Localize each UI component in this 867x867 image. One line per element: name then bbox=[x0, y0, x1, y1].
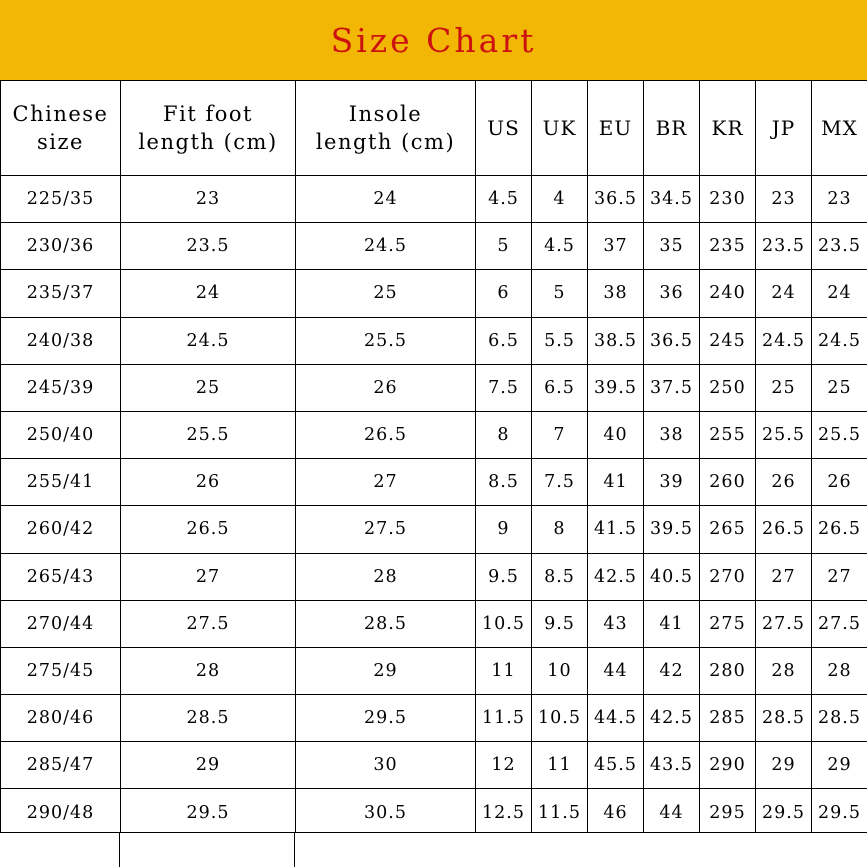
table-cell: 28 bbox=[121, 647, 296, 694]
table-cell: 12 bbox=[476, 742, 532, 789]
table-cell: 23.5 bbox=[756, 223, 812, 270]
table-cell: 26.5 bbox=[812, 506, 867, 553]
table-cell: 37.5 bbox=[644, 364, 700, 411]
table-cell: 225/35 bbox=[1, 176, 121, 223]
table-cell: 27.5 bbox=[296, 506, 476, 553]
table-cell: 41.5 bbox=[588, 506, 644, 553]
table-cell: 11 bbox=[476, 647, 532, 694]
table-cell: 24.5 bbox=[756, 317, 812, 364]
table-cell: 35 bbox=[644, 223, 700, 270]
table-cell: 250/40 bbox=[1, 411, 121, 458]
table-cell: 25.5 bbox=[296, 317, 476, 364]
table-cell: 28 bbox=[756, 647, 812, 694]
table-cell: 39.5 bbox=[644, 506, 700, 553]
table-cell: 26 bbox=[812, 459, 867, 506]
table-cell: 27 bbox=[756, 553, 812, 600]
column-header-eu: EU bbox=[588, 81, 644, 176]
table-cell: 270 bbox=[700, 553, 756, 600]
table-cell: 29.5 bbox=[812, 789, 867, 836]
table-cell: 8 bbox=[476, 411, 532, 458]
table-cell: 28.5 bbox=[296, 600, 476, 647]
table-cell: 23 bbox=[756, 176, 812, 223]
table-cell: 285 bbox=[700, 695, 756, 742]
table-cell: 27.5 bbox=[812, 600, 867, 647]
table-cell: 10 bbox=[532, 647, 588, 694]
table-cell: 260 bbox=[700, 459, 756, 506]
table-row bbox=[1, 223, 867, 270]
table-cell: 38.5 bbox=[588, 317, 644, 364]
table-cell: 270/44 bbox=[1, 600, 121, 647]
table-cell: 36.5 bbox=[588, 176, 644, 223]
table-cell: 245 bbox=[700, 317, 756, 364]
table-cell: 38 bbox=[588, 270, 644, 317]
table-cell: 23 bbox=[121, 176, 296, 223]
table-cell: 290/48 bbox=[1, 789, 121, 836]
table-row bbox=[1, 270, 867, 317]
header-line: length (cm) bbox=[315, 130, 456, 154]
column-header-fit-foot-length bbox=[121, 81, 296, 176]
table-cell: 29.5 bbox=[296, 695, 476, 742]
table-row bbox=[1, 459, 867, 506]
table-cell: 28 bbox=[812, 647, 867, 694]
table-row bbox=[1, 789, 867, 836]
table-cell: 27 bbox=[121, 553, 296, 600]
table-cell: 280/46 bbox=[1, 695, 121, 742]
table-cell: 260/42 bbox=[1, 506, 121, 553]
table-cell: 30.5 bbox=[296, 789, 476, 836]
table-cell: 11.5 bbox=[476, 695, 532, 742]
table-cell: 11 bbox=[532, 742, 588, 789]
table-cell: 280 bbox=[700, 647, 756, 694]
table-cell: 40.5 bbox=[644, 553, 700, 600]
column-header-br: BR bbox=[644, 81, 700, 176]
table-cell: 39.5 bbox=[588, 364, 644, 411]
column-header-uk: UK bbox=[532, 81, 588, 176]
table-cell: 6 bbox=[476, 270, 532, 317]
table-cell: 27 bbox=[812, 553, 867, 600]
table-cell: 9 bbox=[476, 506, 532, 553]
table-cell: 25 bbox=[756, 364, 812, 411]
table-cell: 24.5 bbox=[121, 317, 296, 364]
table-cell: 23 bbox=[812, 176, 867, 223]
table-row bbox=[1, 411, 867, 458]
table-cell: 4 bbox=[532, 176, 588, 223]
table-cell: 23.5 bbox=[121, 223, 296, 270]
table-cell: 235 bbox=[700, 223, 756, 270]
table-cell: 25.5 bbox=[121, 411, 296, 458]
table-cell: 28.5 bbox=[812, 695, 867, 742]
table-cell: 4.5 bbox=[532, 223, 588, 270]
table-cell: 235/37 bbox=[1, 270, 121, 317]
table-cell: 26.5 bbox=[121, 506, 296, 553]
table-cell: 4.5 bbox=[476, 176, 532, 223]
table-cell: 7.5 bbox=[476, 364, 532, 411]
table-cell: 24.5 bbox=[296, 223, 476, 270]
table-cell: 25 bbox=[812, 364, 867, 411]
size-chart-table bbox=[0, 80, 867, 837]
table-cell: 27 bbox=[296, 459, 476, 506]
table-cell: 41 bbox=[588, 459, 644, 506]
table-cell: 26 bbox=[296, 364, 476, 411]
table-row bbox=[1, 506, 867, 553]
table-cell: 25.5 bbox=[756, 411, 812, 458]
table-bottom-strip bbox=[0, 832, 867, 867]
table-cell: 28.5 bbox=[121, 695, 296, 742]
table-cell: 275 bbox=[700, 600, 756, 647]
table-cell: 10.5 bbox=[476, 600, 532, 647]
table-cell: 44 bbox=[588, 647, 644, 694]
table-cell: 285/47 bbox=[1, 742, 121, 789]
bottom-strip-cell bbox=[295, 833, 866, 867]
table-cell: 44.5 bbox=[588, 695, 644, 742]
table-cell: 255 bbox=[700, 411, 756, 458]
table-row bbox=[1, 647, 867, 694]
table-cell: 29 bbox=[812, 742, 867, 789]
table-cell: 240 bbox=[700, 270, 756, 317]
table-cell: 23.5 bbox=[812, 223, 867, 270]
table-row bbox=[1, 742, 867, 789]
table-cell: 29 bbox=[121, 742, 296, 789]
table-cell: 230/36 bbox=[1, 223, 121, 270]
table-cell: 34.5 bbox=[644, 176, 700, 223]
table-cell: 5 bbox=[476, 223, 532, 270]
table-cell: 37 bbox=[588, 223, 644, 270]
header-line: length (cm) bbox=[138, 130, 278, 154]
table-cell: 42 bbox=[644, 647, 700, 694]
table-cell: 41 bbox=[644, 600, 700, 647]
column-header-chinese-size bbox=[1, 81, 121, 176]
table-cell: 30 bbox=[296, 742, 476, 789]
table-row bbox=[1, 600, 867, 647]
table-cell: 10.5 bbox=[532, 695, 588, 742]
table-row bbox=[1, 553, 867, 600]
table-cell: 8.5 bbox=[532, 553, 588, 600]
table-cell: 250 bbox=[700, 364, 756, 411]
table-cell: 26.5 bbox=[756, 506, 812, 553]
bottom-strip-cell bbox=[120, 833, 295, 867]
table-row bbox=[1, 695, 867, 742]
table-cell: 5.5 bbox=[532, 317, 588, 364]
table-cell: 39 bbox=[644, 459, 700, 506]
table-cell: 25 bbox=[296, 270, 476, 317]
table-cell: 43.5 bbox=[644, 742, 700, 789]
page-title: Size Chart bbox=[330, 20, 537, 60]
table-cell: 240/38 bbox=[1, 317, 121, 364]
table-cell: 24 bbox=[121, 270, 296, 317]
table-cell: 6.5 bbox=[532, 364, 588, 411]
table-row bbox=[1, 364, 867, 411]
table-cell: 9.5 bbox=[476, 553, 532, 600]
table-cell: 12.5 bbox=[476, 789, 532, 836]
column-header-insole-length bbox=[296, 81, 476, 176]
table-cell: 255/41 bbox=[1, 459, 121, 506]
table-cell: 25 bbox=[121, 364, 296, 411]
table-cell: 46 bbox=[588, 789, 644, 836]
table-row bbox=[1, 176, 867, 223]
table-cell: 25.5 bbox=[812, 411, 867, 458]
table-cell: 29 bbox=[296, 647, 476, 694]
table-cell: 36 bbox=[644, 270, 700, 317]
table-cell: 44 bbox=[644, 789, 700, 836]
column-header-mx: MX bbox=[812, 81, 867, 176]
table-header-row bbox=[1, 81, 867, 176]
table-cell: 230 bbox=[700, 176, 756, 223]
table-cell: 26.5 bbox=[296, 411, 476, 458]
header-line: Fit foot bbox=[163, 101, 253, 126]
table-cell: 265 bbox=[700, 506, 756, 553]
header-line: Chinese bbox=[12, 101, 109, 126]
table-cell: 38 bbox=[644, 411, 700, 458]
table-cell: 29.5 bbox=[756, 789, 812, 836]
table-cell: 24.5 bbox=[812, 317, 867, 364]
table-cell: 26 bbox=[121, 459, 296, 506]
header-line: Insole bbox=[348, 101, 423, 126]
table-cell: 11.5 bbox=[532, 789, 588, 836]
table-cell: 295 bbox=[700, 789, 756, 836]
table-cell: 43 bbox=[588, 600, 644, 647]
table-cell: 29.5 bbox=[121, 789, 296, 836]
table-cell: 24 bbox=[812, 270, 867, 317]
table-cell: 290 bbox=[700, 742, 756, 789]
table-cell: 6.5 bbox=[476, 317, 532, 364]
table-body bbox=[1, 176, 867, 837]
column-header-jp: JP bbox=[756, 81, 812, 176]
table-cell: 27.5 bbox=[121, 600, 296, 647]
table-cell: 275/45 bbox=[1, 647, 121, 694]
table-cell: 7.5 bbox=[532, 459, 588, 506]
table-cell: 45.5 bbox=[588, 742, 644, 789]
table-cell: 9.5 bbox=[532, 600, 588, 647]
table-cell: 5 bbox=[532, 270, 588, 317]
bottom-strip-cell bbox=[0, 833, 120, 867]
table-cell: 36.5 bbox=[644, 317, 700, 364]
table-cell: 8 bbox=[532, 506, 588, 553]
table-cell: 24 bbox=[756, 270, 812, 317]
table-cell: 40 bbox=[588, 411, 644, 458]
table-header bbox=[1, 81, 867, 176]
table-cell: 7 bbox=[532, 411, 588, 458]
column-header-kr: KR bbox=[700, 81, 756, 176]
table-cell: 27.5 bbox=[756, 600, 812, 647]
table-cell: 8.5 bbox=[476, 459, 532, 506]
table-cell: 24 bbox=[296, 176, 476, 223]
table-cell: 29 bbox=[756, 742, 812, 789]
table-cell: 28 bbox=[296, 553, 476, 600]
table-row bbox=[1, 317, 867, 364]
header-line: size bbox=[37, 130, 84, 154]
table-cell: 28.5 bbox=[756, 695, 812, 742]
table-cell: 42.5 bbox=[644, 695, 700, 742]
table-cell: 245/39 bbox=[1, 364, 121, 411]
table-cell: 26 bbox=[756, 459, 812, 506]
title-banner bbox=[0, 0, 867, 80]
table-cell: 42.5 bbox=[588, 553, 644, 600]
table-cell: 265/43 bbox=[1, 553, 121, 600]
column-header-us: US bbox=[476, 81, 532, 176]
